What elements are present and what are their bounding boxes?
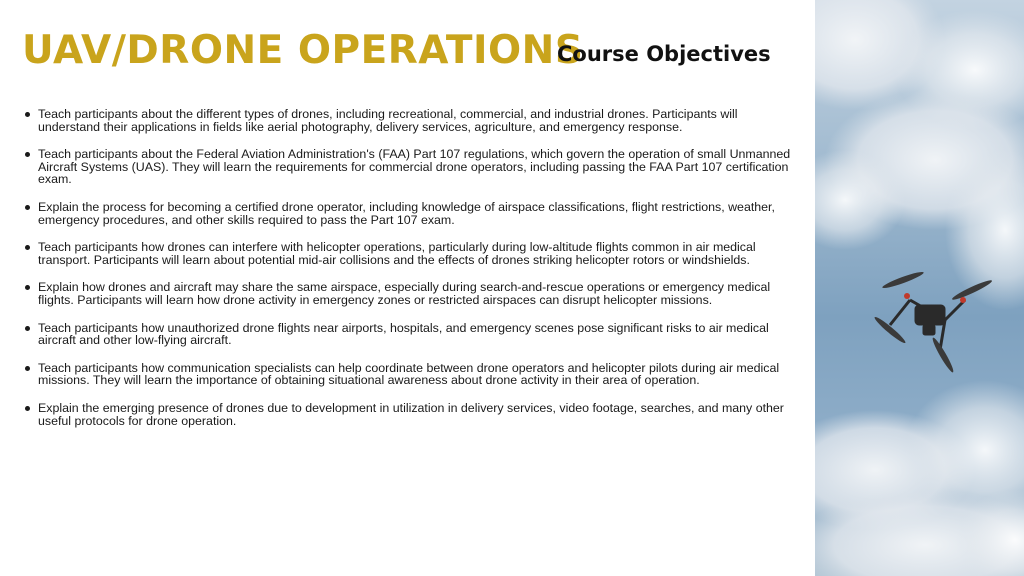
list-item: Explain how drones and aircraft may share the same airspace, especially during search-and-rescue operations or emergency medical flights. Participants will learn how drone activity in emergency zones or restricted airspaces can disrupt helicopter missions.: [22, 281, 800, 306]
objectives-list: [22, 108, 800, 442]
drone-sky-photo: [815, 0, 1024, 576]
list-item: Explain the emerging presence of drones due to development in utilization in delivery services, video footage, searches, and many other useful protocols for drone operation.: [22, 402, 800, 427]
sky-illustration: [815, 0, 1024, 576]
list-item: Teach participants how drones can interfere with helicopter operations, particularly during low-altitude flights common in air medical transport. Participants will learn about potential mid-air collisions and the effects of drones striking helicopter rotors or windshields.: [22, 241, 800, 266]
list-item: Teach participants about the different types of drones, including recreational, commercial, and industrial drones. Participants will understand their applications in fields like aerial photography, delivery services, agriculture, and emergency response.: [22, 108, 800, 133]
page-title: UAV/DRONE OPERATIONS: [22, 28, 584, 73]
list-item: Teach participants how unauthorized drone flights near airports, hospitals, and emergency scenes pose significant risks to air medical aircraft and other low-flying aircraft.: [22, 322, 800, 347]
clouds: [815, 0, 1024, 576]
section-subtitle: Course Objectives: [557, 42, 771, 66]
list-item: Teach participants about the Federal Aviation Administration's (FAA) Part 107 regulations, which govern the operation of small Unmanned Aircraft Systems (UAS). They will learn the requirements for commercial drone operators, including passing the FAA Part 107 certification exam.: [22, 148, 800, 186]
list-item: Explain the process for becoming a certified drone operator, including knowledge of airspace classifications, flight restrictions, weather, emergency procedures, and other skills required to pass the Part 107 exam.: [22, 201, 800, 226]
list-item: Teach participants how communication specialists can help coordinate between drone operators and helicopter pilots during air medical missions. They will learn the importance of obtaining situational awareness about drone activity in their area of operation.: [22, 362, 800, 387]
